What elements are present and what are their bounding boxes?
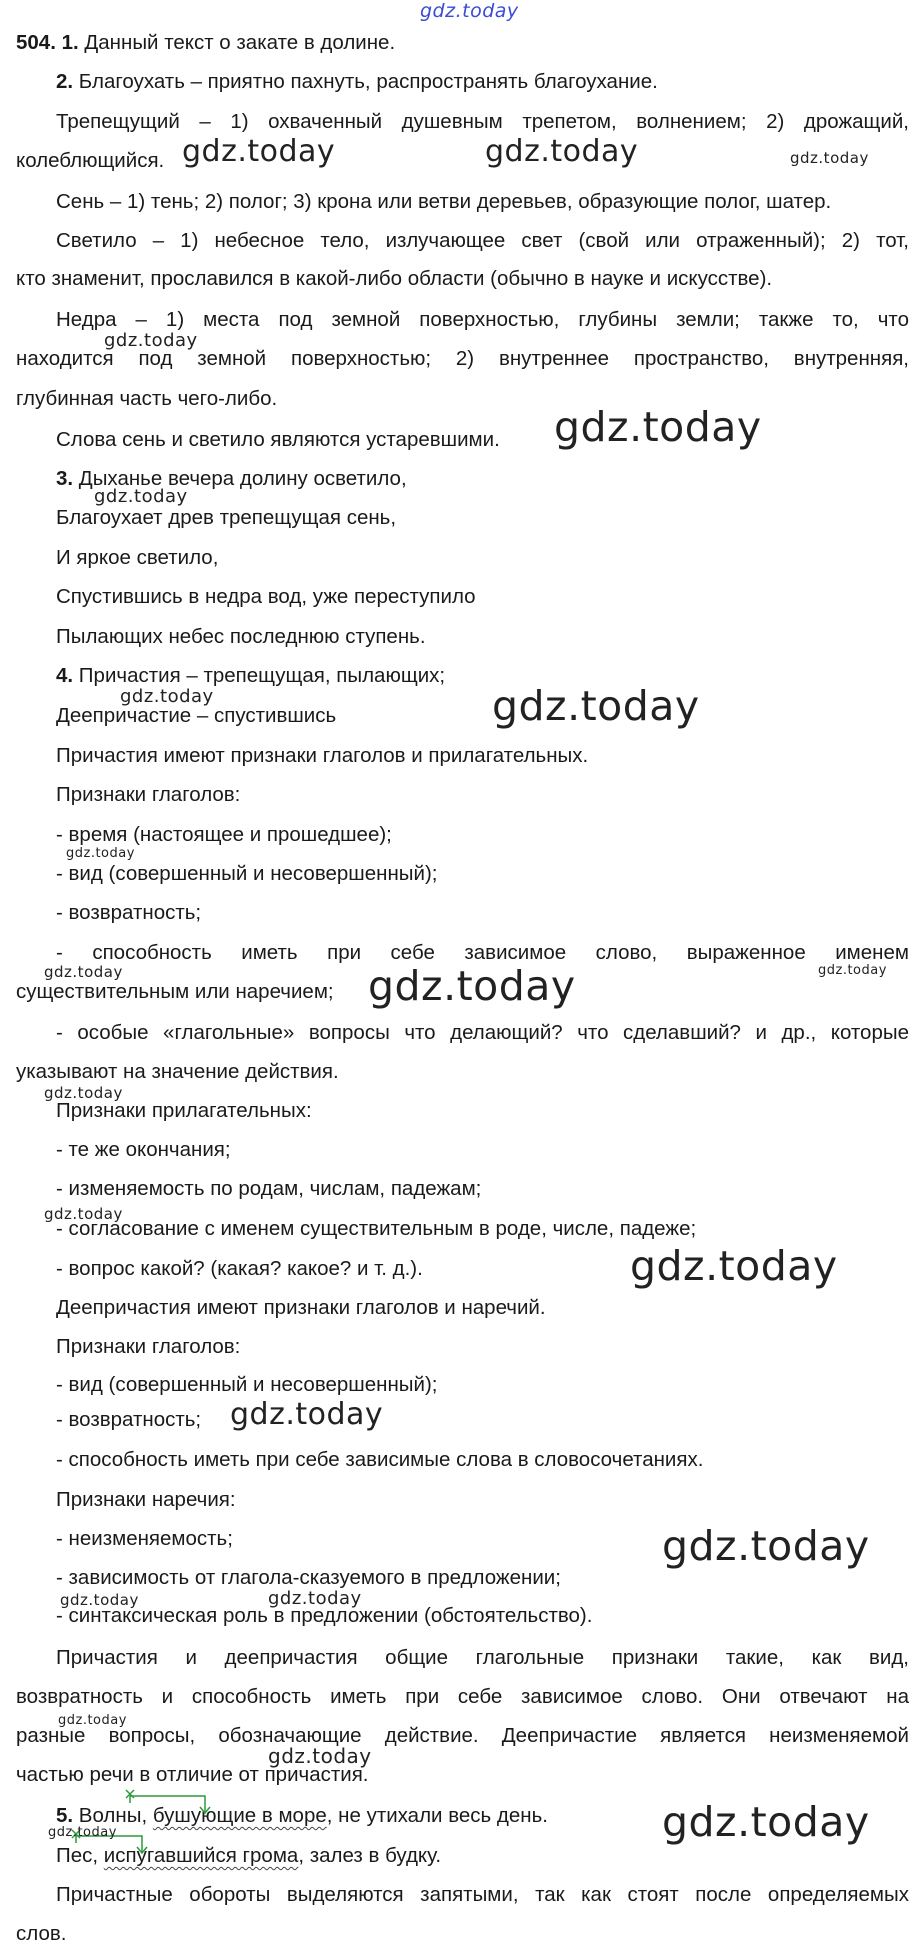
watermark: gdz.today xyxy=(60,1591,139,1609)
poem-line: Благоухает древ трепещущая сень, xyxy=(56,506,397,529)
watermark: gdz.today xyxy=(44,1205,123,1223)
text: Данный текст о закате в долине. xyxy=(78,31,396,54)
paragraph-line: разные вопросы, обозначающие действие. Деепричастие является неизменяемой xyxy=(16,1724,909,1747)
list-item: - зависимость от глагола-сказуемого в предложении; xyxy=(56,1566,561,1589)
task-number: 3. xyxy=(56,467,74,490)
text: Пес, xyxy=(56,1844,104,1867)
list-item: указывают на значение действия. xyxy=(16,1060,339,1083)
watermark: gdz.today xyxy=(368,962,576,1010)
list-item: - неизменяемость; xyxy=(56,1527,233,1550)
watermark: gdz.today xyxy=(268,1744,372,1768)
paragraph-line: Признаки прилагательных: xyxy=(56,1099,312,1122)
text: Волны, xyxy=(73,1804,153,1827)
list-item: - вопрос какой? (какая? какое? и т. д.). xyxy=(56,1257,423,1280)
task-number: 2. xyxy=(56,70,74,93)
phrase-bracket xyxy=(130,1796,205,1812)
list-item: существительным или наречием; xyxy=(16,980,334,1003)
paragraph-line: слов. xyxy=(16,1922,67,1945)
paragraph-line: Слова сень и светило являются устаревшими. xyxy=(56,428,500,451)
watermark: gdz.today xyxy=(66,846,135,861)
paragraph-line: Трепещущий – 1) охваченный душевным трепетом, волнением; 2) дрожащий, xyxy=(56,110,909,133)
paragraph-line: Сень – 1) тень; 2) полог; 3) крона или ветви деревьев, образующие полог, шатер. xyxy=(56,190,832,213)
text: , залез в будку. xyxy=(298,1844,442,1867)
paragraph-line: Деепричастия имеют признаки глаголов и наречий. xyxy=(56,1296,546,1319)
watermark: gdz.today xyxy=(630,1242,838,1290)
participle-phrase: бушующие в море xyxy=(152,1804,327,1827)
watermark: gdz.today xyxy=(104,330,198,351)
text: , не утихали весь день. xyxy=(326,1804,548,1827)
header-watermark: gdz.today xyxy=(420,0,519,22)
paragraph-line: Причастные обороты выделяются запятыми, так как стоят после определяемых xyxy=(56,1883,909,1906)
text: Причастия – трепещущая, пылающих; xyxy=(73,664,446,687)
poem-line: И яркое светило, xyxy=(56,546,219,569)
watermark: gdz.today xyxy=(120,686,214,707)
paragraph-line: колеблющийся. xyxy=(16,149,165,172)
list-item: - вид (совершенный и несовершенный); xyxy=(56,1373,438,1396)
watermark: gdz.today xyxy=(818,963,887,978)
watermark: gdz.today xyxy=(230,1397,384,1432)
watermark: gdz.today xyxy=(48,1825,117,1840)
paragraph-line: глубинная часть чего-либо. xyxy=(16,387,278,410)
paragraph-line: Светило – 1) небесное тело, излучающее свет (свой или отраженный); 2) тот, xyxy=(56,229,909,252)
list-item: - те же окончания; xyxy=(56,1138,231,1161)
watermark: gdz.today xyxy=(44,1084,123,1102)
list-item: - возвратность; xyxy=(56,901,202,924)
task-number: 504. 1. xyxy=(16,31,79,54)
list-item: - изменяемость по родам, числам, падежам; xyxy=(56,1177,482,1200)
paragraph-line: Признаки наречия: xyxy=(56,1488,236,1511)
watermark: gdz.today xyxy=(58,1713,127,1728)
watermark: gdz.today xyxy=(554,403,762,451)
paragraph-line: Деепричастие – спустившись xyxy=(56,704,337,727)
list-item: - особые «глагольные» вопросы что делающий? что сделавший? и др., которые xyxy=(56,1021,909,1044)
watermark: gdz.today xyxy=(662,1522,870,1570)
watermark: gdz.today xyxy=(268,1588,362,1609)
paragraph-line: частью речи в отличие от причастия. xyxy=(16,1763,369,1786)
watermark: gdz.today xyxy=(44,963,123,981)
watermark: gdz.today xyxy=(662,1798,870,1846)
paragraph-line: Признаки глаголов: xyxy=(56,783,241,806)
list-item: - синтаксическая роль в предложении (обстоятельство). xyxy=(56,1604,593,1627)
paragraph-line: кто знаменит, прославился в какой-либо области (обычно в науке и искусстве). xyxy=(16,267,773,290)
list-item: - время (настоящее и прошедшее); xyxy=(56,823,392,846)
participle-phrase: испугавшийся грома xyxy=(103,1844,299,1867)
watermark: gdz.today xyxy=(485,134,639,169)
task-number: 4. xyxy=(56,664,74,687)
paragraph-line: возвратность и способность иметь при себе зависимое слово. Они отвечают на xyxy=(16,1685,909,1708)
paragraph-line: Причастия и деепричастия общие глагольные признаки такие, как вид, xyxy=(56,1646,909,1669)
watermark: gdz.today xyxy=(790,149,869,167)
paragraph-line: Признаки глаголов: xyxy=(56,1335,241,1358)
paragraph-line: находится под земной поверхностью; 2) внутреннее пространство, внутренняя, xyxy=(16,347,909,370)
task-number: 5. xyxy=(56,1804,74,1827)
watermark: gdz.today xyxy=(492,682,700,730)
list-item: - вид (совершенный и несовершенный); xyxy=(56,862,438,885)
paragraph-line: Недра – 1) места под земной поверхностью, глубины земли; также то, что xyxy=(56,308,909,331)
watermark: gdz.today xyxy=(182,134,336,169)
list-item: - способность иметь при себе зависимые слова в словосочетаниях. xyxy=(56,1448,704,1471)
list-item: - возвратность; xyxy=(56,1408,202,1431)
text: Благоухать – приятно пахнуть, распространять благоухание. xyxy=(73,70,658,93)
list-item: - способность иметь при себе зависимое слово, выраженное именем xyxy=(56,941,909,964)
text: Дыханье вечера долину осветило, xyxy=(73,467,407,490)
list-item: - согласование с именем существительным в роде, числе, падеже; xyxy=(56,1217,697,1240)
paragraph-line: Причастия имеют признаки глаголов и прилагательных. xyxy=(56,744,589,767)
poem-line: Пылающих небес последнюю ступень. xyxy=(56,625,426,648)
poem-line: Спустившись в недра вод, уже переступило xyxy=(56,585,476,608)
watermark: gdz.today xyxy=(94,486,188,507)
